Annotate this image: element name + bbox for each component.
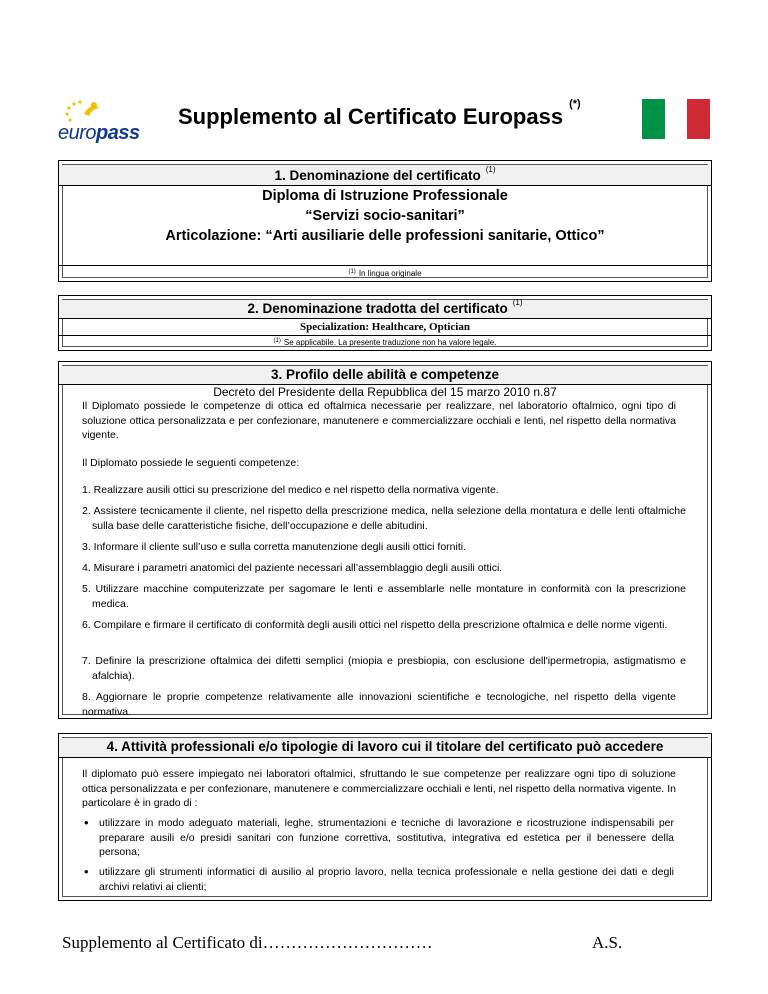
competence-item: 7. Definire la prescrizione oftalmica dei difetti semplici (miopia e presbiopia, con esclusione dell'ipermetropia, astigmatismo e afalchia). bbox=[82, 655, 686, 682]
flag-white-stripe bbox=[665, 99, 688, 139]
competence-item: 6. Compilare e firmare il certificato di conformità degli ausili ottici nel rispetto della prescrizione oftalmica e delle norme vigenti. bbox=[82, 619, 668, 631]
footer-certificate-label: Supplemento al Certificato di………………………… bbox=[62, 933, 433, 952]
certificate-name-line-1: Diploma di Istruzione Professionale bbox=[262, 188, 508, 204]
divider bbox=[59, 335, 711, 336]
activity-bullet: • utilizzare in modo adeguato materiali, leghe, strumentazioni e tecniche di lavorazione e ricostruzione indispensabili per preparare ausili e/o presidi sanitari con funzione correttiva, sostitutiva, integrativa ed estetica per il benessere della persona; bbox=[84, 816, 674, 860]
competence-item: 1. Realizzare ausili ottici su prescrizione del medico e nel rispetto della normativa vigente. bbox=[82, 484, 499, 496]
section-2-box bbox=[58, 295, 712, 351]
italian-flag-icon bbox=[642, 99, 710, 139]
europass-wordmark: europass bbox=[58, 122, 140, 144]
section-3-heading: 3. Profilo delle abilità e competenze bbox=[270, 367, 500, 382]
translated-certificate-name: Specialization: Healthcare, Optician bbox=[300, 321, 470, 333]
footer-school-year: A.S. bbox=[592, 933, 623, 952]
competence-item: 5. Utilizzare macchine computerizzate per sagomare le lenti e assemblarle nelle montature in conformità con la prescrizione medica. bbox=[82, 583, 686, 610]
certificate-name-line-2: “Servizi socio-sanitari” bbox=[305, 208, 465, 224]
competence-item: 4. Misurare i parametri anatomici del paziente necessari all’assemblaggio degli ausili ottici. bbox=[82, 562, 503, 574]
section-1-heading: 1. Denominazione del certificato $^{(1)}$ bbox=[274, 165, 496, 183]
divider bbox=[59, 185, 711, 186]
section-3-subheading: Decreto del Presidente della Repubblica del 15 marzo 2010 n.87 bbox=[213, 385, 557, 399]
certificate-name-line-3: Articolazione: “Arti ausiliarie delle professioni sanitarie, Ottico” bbox=[165, 228, 605, 244]
competence-item: 3. Informare il cliente sull’uso e sulla corretta manutenzione degli ausili ottici forniti. bbox=[82, 541, 467, 553]
flag-green-stripe bbox=[642, 99, 665, 139]
section-2-footnote: $^{(1)}$ Se applicabile. La presente traduzione non ha valore legale. bbox=[273, 338, 497, 347]
competence-item: 2. Assistere tecnicamente il cliente, nel rispetto della prescrizione medica, nella selezione della montatura e delle lenti oftalmiche sulla base delle caratteristiche fisiche, dell’occupazione e delle abitudini. bbox=[82, 505, 686, 532]
competence-item: 8. Aggiornare le proprie competenze relativamente alle innovazioni scientifiche e tecnologiche, nel rispetto della vigente normativa. bbox=[82, 691, 676, 718]
document-title: Supplemento al Certificato Europass (*) bbox=[178, 98, 581, 129]
activity-bullet: • utilizzare gli strumenti informatici di ausilio al proprio lavoro, nella tecnica professionale e nella gestione dei dati e degli archivi relativi ai clienti; bbox=[84, 865, 674, 894]
divider bbox=[59, 757, 711, 758]
divider bbox=[59, 318, 711, 319]
competences-lead: Il Diplomato possiede le seguenti competenze: bbox=[82, 457, 300, 469]
flag-red-stripe bbox=[687, 99, 710, 139]
section-1-footnote: $^{(1)}$ In lingua originale bbox=[348, 269, 422, 278]
profile-intro: Il Diplomato possiede le competenze di ottica ed oftalmica necessarie per realizzare, nel laboratorio oftalmico, ogni tipo di soluzione ottica personalizzata e per confezionare, manutenere e commercializzare occhiali e lenti, nel rispetto della normativa vigente. bbox=[82, 400, 676, 441]
section-2-heading: 2. Denominazione tradotta del certificato $^{(1)}$ bbox=[247, 298, 523, 316]
section-4-heading: 4. Attività professionali e/o tipologie di lavoro cui il titolare del certificato può accedere bbox=[106, 739, 664, 754]
section-1-box bbox=[58, 160, 712, 282]
professional-activities-intro: Il diplomato può essere impiegato nei laboratori oftalmici, sfruttando le sue competenze per realizzare ogni tipo di soluzione ottica personalizzata e per confezionare, manutenere e commercializzare occhiali e lenti, nel rispetto della normativa vigente. In particolare è in grado di : bbox=[82, 768, 676, 809]
europass-logo bbox=[58, 100, 150, 150]
divider bbox=[59, 265, 711, 266]
